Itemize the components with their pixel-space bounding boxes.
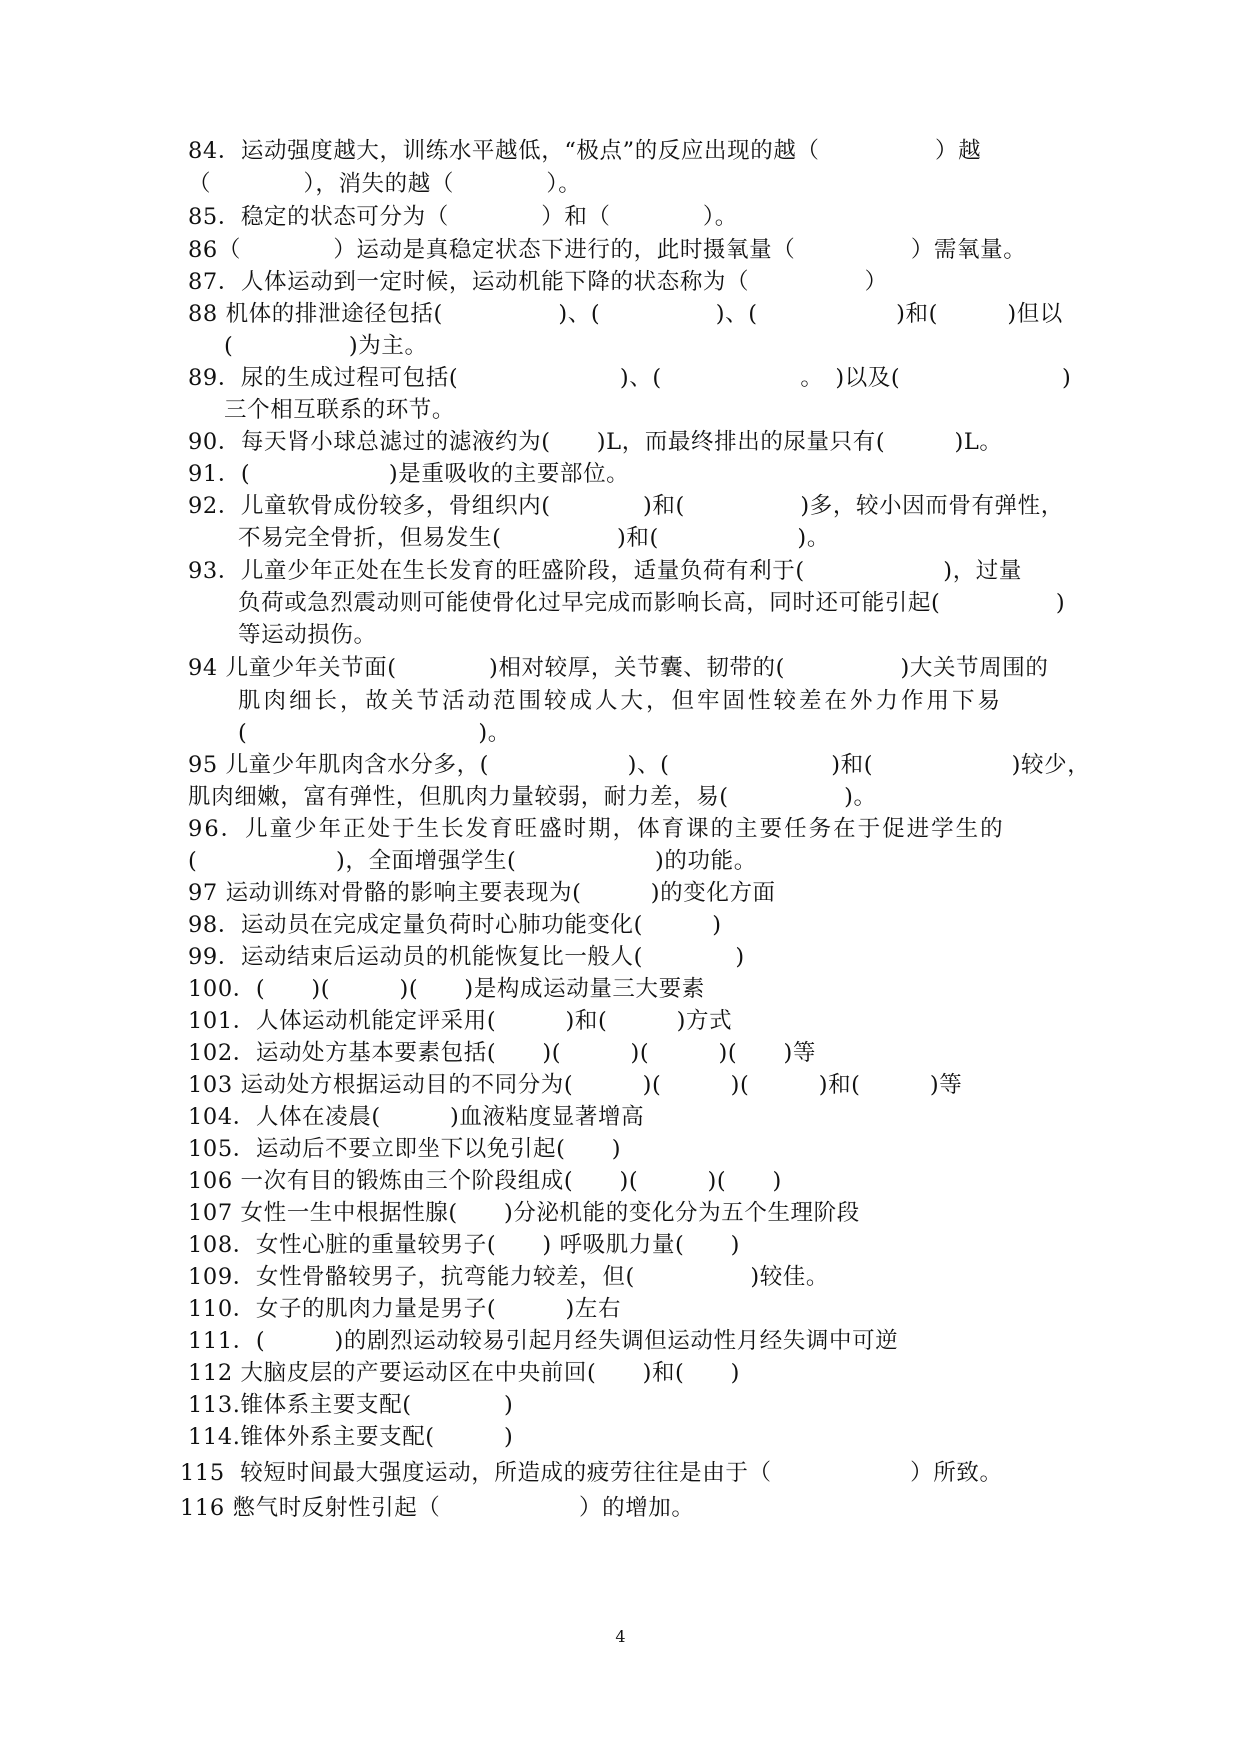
- page-number: 4: [615, 1627, 626, 1646]
- question-107: 107 女性一生中根据性腺( )分泌机能的变化分为五个生理阶段: [188, 1200, 860, 1226]
- question-102: 102．运动处方基本要素包括( )( )( )( )等: [188, 1040, 816, 1066]
- question-105: 105．运动后不要立即坐下以免引起( ): [188, 1136, 622, 1162]
- question-84-line-1: 84．运动强度越大，训练水平越低，“极点”的反应出现的越（ ）越: [188, 138, 982, 164]
- question-112: 112 大脑皮层的产要运动区在中央前回( )和( ): [188, 1360, 741, 1386]
- question-96-line-2: ( )，全面增强学生( )的功能。: [188, 848, 757, 874]
- question-114: 114.锥体外系主要支配( ): [188, 1424, 514, 1450]
- question-108: 108．女性心脏的重量较男子( ) 呼吸肌力量( ): [188, 1232, 741, 1258]
- question-87: 87．人体运动到一定时候，运动机能下降的状态称为（ ）: [188, 269, 888, 295]
- question-95-line-2: 肌肉细嫩，富有弹性，但肌肉力量较弱，耐力差，易( )。: [188, 784, 877, 810]
- question-89-line-1: 89．尿的生成过程可包括( )、( 。 )以及( ): [188, 365, 1072, 391]
- question-93-line-2: 负荷或急烈震动则可能使骨化过早完成而影响长高，同时还可能引起( ): [238, 590, 1066, 616]
- question-111: 111．( )的剧烈运动较易引起月经失调但运动性月经失调中可逆: [188, 1328, 899, 1354]
- question-96-line-1: 96．儿童少年正处于生长发育旺盛时期，体育课的主要任务在于促进学生的: [188, 816, 1005, 842]
- question-84-line-2: （ ），消失的越（ ）。: [188, 171, 582, 197]
- question-92-line-2: 不易完全骨折，但易发生( )和( )。: [238, 525, 830, 551]
- question-109: 109．女性骨骼较男子，抗弯能力较差，但( )较佳。: [188, 1264, 830, 1290]
- question-85: 85．稳定的状态可分为（ ）和（ ）。: [188, 204, 738, 230]
- question-106: 106 一次有目的锻炼由三个阶段组成( )( )( ): [188, 1168, 782, 1194]
- question-100: 100．( )( )( )是构成运动量三大要素: [188, 976, 705, 1002]
- question-113: 113.锥体系主要支配( ): [188, 1392, 514, 1418]
- question-115: 115 较短时间最大强度运动，所造成的疲劳往往是由于（ ）所致。: [180, 1460, 1003, 1486]
- question-94-line-3: ( )。: [238, 720, 511, 746]
- question-95-line-1: 95 儿童少年肌肉含水分多，( )、( )和( )较少，: [188, 752, 1091, 778]
- question-98: 98．运动员在完成定量负荷时心肺功能变化( ): [188, 912, 722, 938]
- question-88-line-2: ( )为主。: [224, 333, 428, 359]
- question-94-line-2: 肌肉细长，故关节活动范围较成人大，但牢固性较差在外力作用下易: [238, 688, 1004, 714]
- question-94-line-1: 94 儿童少年关节面( )相对较厚，关节囊、韧带的( )大关节周围的: [188, 655, 1049, 681]
- question-101: 101．人体运动机能定评采用( )和( )方式: [188, 1008, 733, 1034]
- question-89-line-2: 三个相互联系的环节。: [224, 397, 456, 423]
- question-91: 91．( )是重吸收的主要部位。: [188, 461, 630, 487]
- question-97: 97 运动训练对骨骼的影响主要表现为( )的变化方面: [188, 880, 776, 906]
- question-99: 99．运动结束后运动员的机能恢复比一般人( ): [188, 944, 745, 970]
- question-86: 86（ ）运动是真稳定状态下进行的，此时摄氧量（ ）需氧量。: [188, 237, 1027, 263]
- question-93-line-3: 等运动损伤。: [238, 622, 377, 648]
- question-116: 116 憋气时反射性引起（ ）的增加。: [180, 1495, 695, 1521]
- question-110: 110．女子的肌肉力量是男子( )左右: [188, 1296, 622, 1322]
- question-103: 103 运动处方根据运动目的不同分为( )( )( )和( )等: [188, 1072, 963, 1098]
- question-88-line-1: 88 机体的排泄途径包括( )、( )、( )和( )但以: [188, 301, 1063, 327]
- question-104: 104．人体在凌晨( )血液粘度显著增高: [188, 1104, 645, 1130]
- question-92-line-1: 92．儿童软骨成份较多，骨组织内( )和( )多，较小因而骨有弹性，: [188, 493, 1064, 519]
- question-93-line-1: 93．儿童少年正处在生长发育的旺盛阶段，适量负荷有利于( )，过量: [188, 558, 1022, 584]
- question-90: 90．每天肾小球总滤过的滤液约为( )L，而最终排出的尿量只有( )L。: [188, 429, 1003, 455]
